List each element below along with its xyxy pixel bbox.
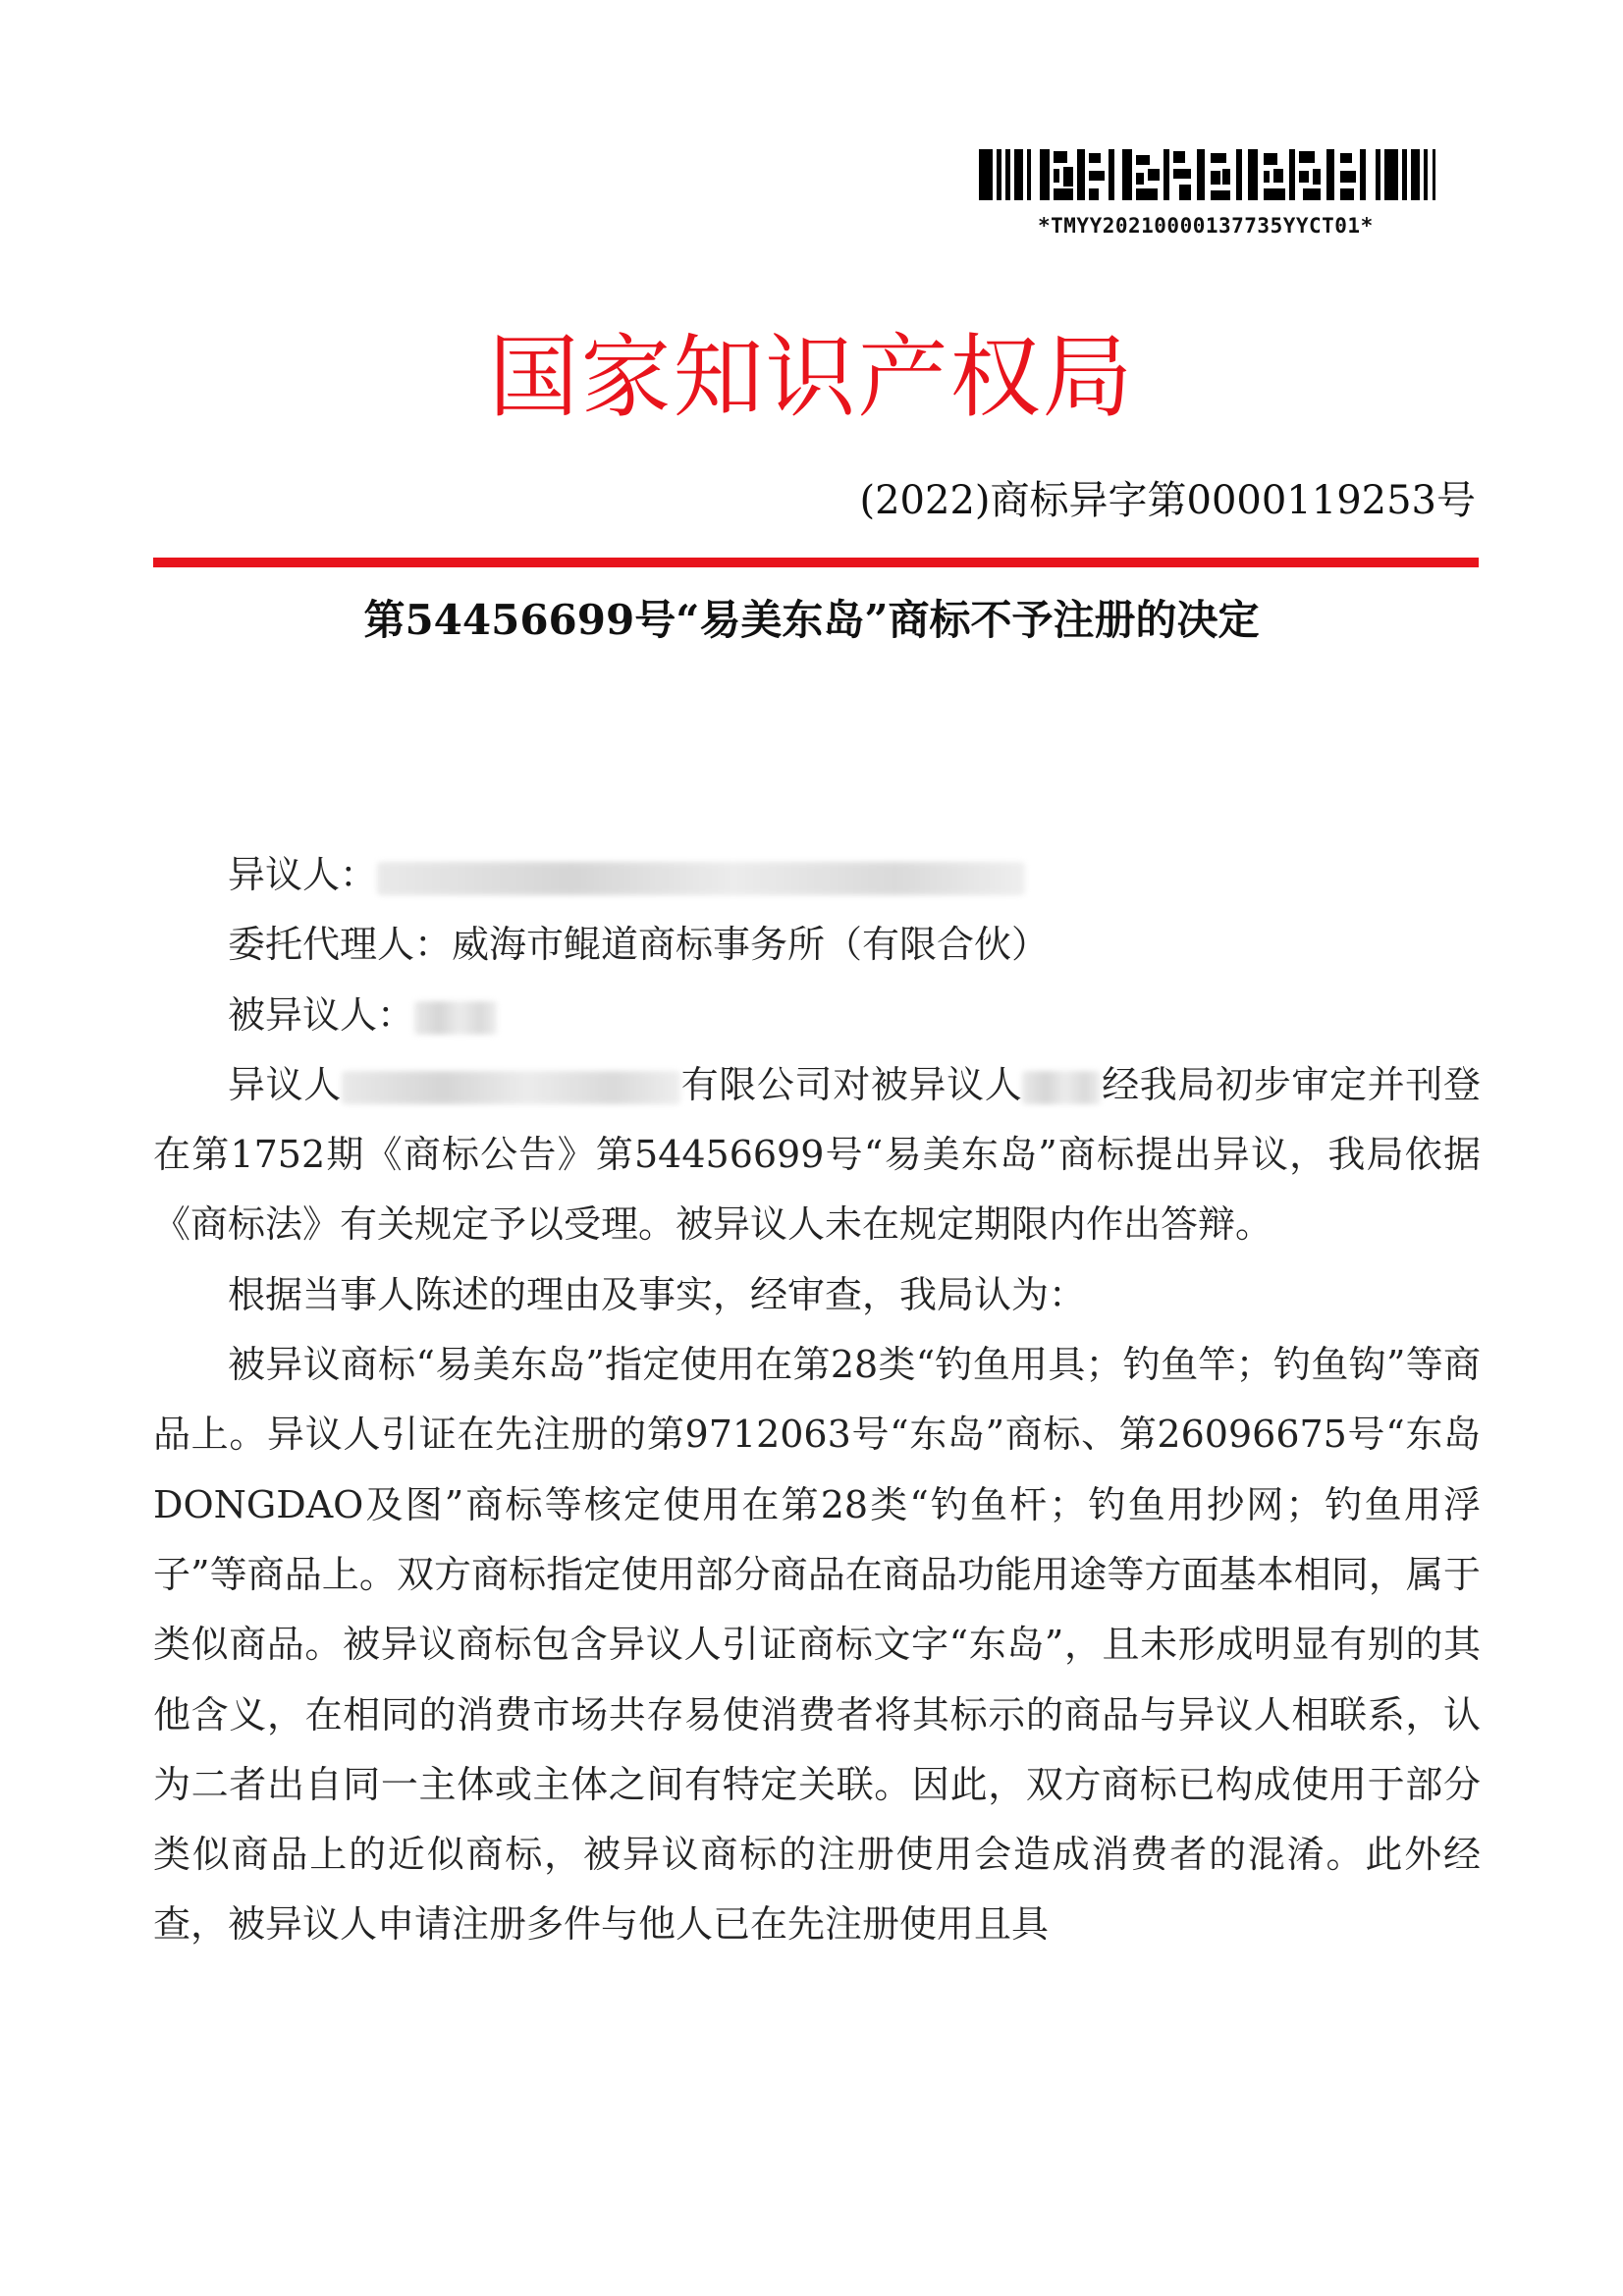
agent-label: 委托代理人： <box>228 923 453 967</box>
agency-title: 国家知识产权局 <box>488 325 1135 430</box>
redacted-respondent-name-inline <box>1022 1071 1101 1104</box>
redacted-opponent-name <box>377 862 1025 895</box>
barcode-bars <box>979 149 1446 206</box>
paragraph-review-intro: 根据当事人陈述的理由及事实，经审查，我局认为： <box>228 1272 1087 1316</box>
p1-start: 异议人 <box>228 1062 342 1106</box>
respondent-line <box>153 981 1481 1050</box>
decision-title: 第54456699号“易美东岛”商标不予注册的决定 <box>363 596 1260 644</box>
paragraph-opposition <box>153 1050 1481 1260</box>
redacted-opponent-name-inline <box>342 1071 680 1104</box>
paragraph-review-findings: 被异议商标“易美东岛”指定使用在第28类“钓鱼用具；钓鱼竿；钓鱼钩”等商品上。异议人引证在先注册的第9712063号“东岛”商标、第26096675号“东岛DONGDAO及图”商标等核定使用在第28类“钓鱼杆；钓鱼用抄网；钓鱼用浮子”等商品上。双方商标指定使用部分商品在商品功能用途等方面基本相同，属于类似商品。被异议商标包含异议人引证商标文字“东岛”，且未形成明显有别的其他含义，在相同的消费市场共存易使消费者将其标示的商品与异议人相联系，认为二者出自同一主体或主体之间有特定关联。因此，双方商标已构成使用于部分类似商品上的近似商标，被异议商标的注册使用会造成消费者的混淆。此外经查，被异议人申请注册多件与他人已在先注册使用且具 <box>153 1343 1481 1947</box>
respondent-label: 被异议人： <box>228 992 415 1037</box>
agent-line <box>153 910 1481 980</box>
barcode-block <box>967 149 1458 238</box>
document-number: (2022)商标异字第0000119253号 <box>859 478 1476 523</box>
document-body <box>153 840 1481 1960</box>
agent-value: 威海市鲲道商标事务所（有限合伙） <box>452 923 1050 967</box>
opponent-line <box>153 840 1481 910</box>
redacted-respondent-name <box>414 1001 497 1035</box>
barcode-number: *TMYY20210000137735YYCT01* <box>1038 214 1374 238</box>
opponent-label: 异议人： <box>228 853 378 896</box>
barcode-image <box>979 149 1446 206</box>
p1-end: 经我局初步审定并刊登在第1752期《商标公告》第54456699号“易美东岛”商标提出异议，我局依据《商标法》有关规定予以受理。被异议人未在规定期限内作出答辩。 <box>153 1062 1481 1247</box>
red-divider <box>153 558 1479 567</box>
p1-middle: 有限公司对被异议人 <box>679 1062 1023 1106</box>
